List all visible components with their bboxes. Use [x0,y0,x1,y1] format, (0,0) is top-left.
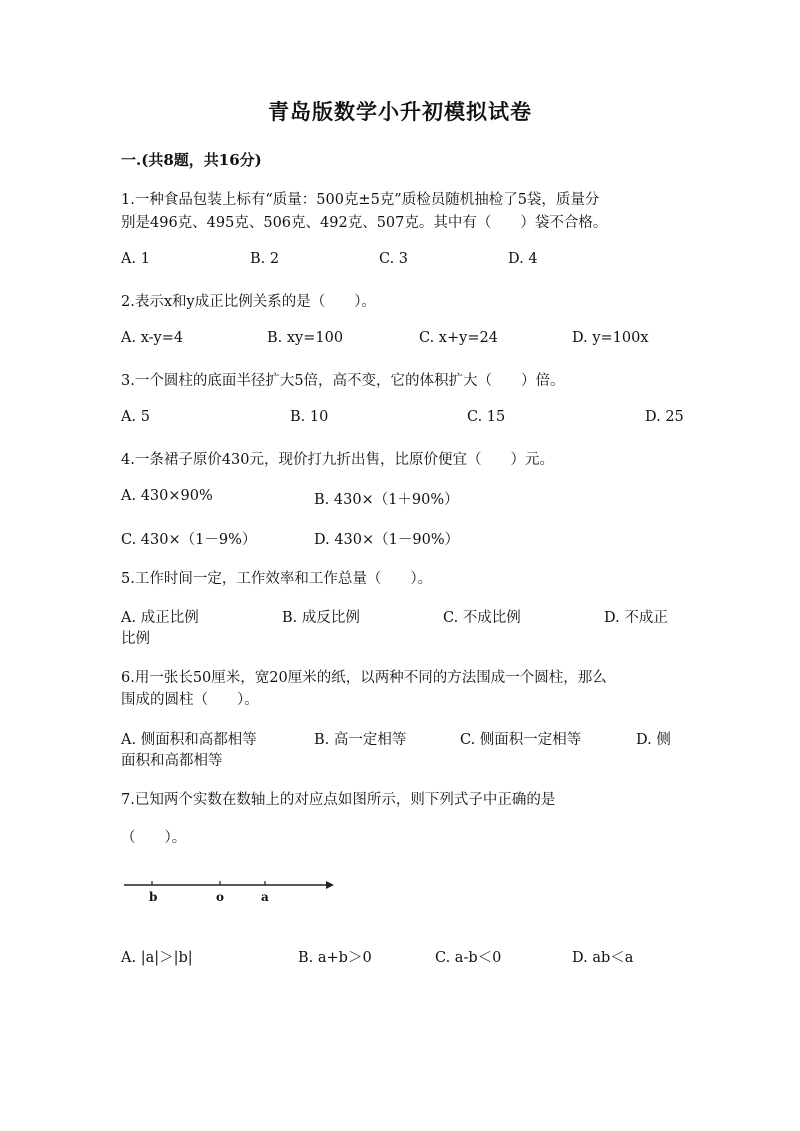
question-2-line-1: 2.表示x和y成正比例关系的是（ ）。 [121,294,376,310]
question-5-option-d-wrap[interactable]: 比例 [121,631,150,647]
question-6-option-b[interactable]: B. 高一定相等 [314,732,407,748]
question-1-line-2: 别是496克、495克、506克、492克、507克。其中有（ ）袋不合格。 [121,215,608,231]
question-2-option-a[interactable]: A. x-y=4 [121,330,184,346]
question-5-line-1: 5.工作时间一定，工作效率和工作总量（ ）。 [121,571,433,587]
question-4-option-d[interactable]: D. 430×（1－90%） [314,532,460,548]
page-title: 青岛版数学小升初模拟试卷 [268,99,532,124]
question-2-option-d[interactable]: D. y=100x [572,330,649,346]
question-7-line-2: （ ）。 [121,830,187,846]
question-4-option-a[interactable]: A. 430×90% [121,488,213,504]
question-7-option-b[interactable]: B. a+b＞0 [298,950,372,966]
question-2-option-c[interactable]: C. x+y=24 [419,330,498,346]
question-3-option-d[interactable]: D. 25 [645,409,684,425]
question-7-option-c[interactable]: C. a-b＜0 [435,950,502,966]
number-line-label-b: b [149,890,158,904]
question-3-option-a[interactable]: A. 5 [121,409,150,425]
question-6-line-2: 围成的圆柱（ ）。 [121,692,259,708]
question-3-line-1: 3.一个圆柱的底面半径扩大5倍，高不变，它的体积扩大（ ）倍。 [121,373,565,389]
question-4-line-1: 4.一条裙子原价430元，现价打九折出售，比原价便宜（ ）元。 [121,452,555,468]
question-4-option-c[interactable]: C. 430×（1－9%） [121,532,257,548]
question-5-option-d[interactable]: D. 不成正 [604,610,668,626]
question-6-line-1: 6.用一张长50厘米，宽20厘米的纸，以两种不同的方法围成一个圆柱，那么 [121,670,607,686]
question-1-option-a[interactable]: A. 1 [121,251,150,267]
question-5-option-a[interactable]: A. 成正比例 [121,610,199,626]
question-6-option-a[interactable]: A. 侧面积和高都相等 [121,732,257,748]
question-5-option-c[interactable]: C. 不成比例 [443,610,521,626]
question-7-option-d[interactable]: D. ab＜a [572,950,634,966]
question-6-option-c[interactable]: C. 侧面积一定相等 [460,732,582,748]
question-1-line-1: 1.一种食品包装上标有“质量：500克±5克”质检员随机抽检了5袋，质量分 [121,192,600,208]
question-1-option-c[interactable]: C. 3 [379,251,409,267]
question-3-option-b[interactable]: B. 10 [290,409,329,425]
question-7-line-1: 7.已知两个实数在数轴上的对应点如图所示，则下列式子中正确的是 [121,792,556,808]
number-line-figure [120,872,340,912]
question-3-option-c[interactable]: C. 15 [467,409,506,425]
question-6-option-d-wrap[interactable]: 面积和高都相等 [121,753,223,769]
question-7-option-a[interactable]: A. |a|＞|b| [121,950,193,966]
question-1-option-b[interactable]: B. 2 [250,251,280,267]
question-4-option-b[interactable]: B. 430×（1＋90%） [314,492,459,508]
question-5-option-b[interactable]: B. 成反比例 [282,610,360,626]
number-line-label-o: o [216,890,225,904]
number-line-label-a: a [261,890,269,904]
question-6-option-d[interactable]: D. 侧 [636,732,671,748]
number-line-axis [120,872,340,892]
section-heading: 一.(共8题，共16分) [121,151,262,169]
question-1-option-d[interactable]: D. 4 [508,251,538,267]
question-2-option-b[interactable]: B. xy=100 [267,330,344,346]
